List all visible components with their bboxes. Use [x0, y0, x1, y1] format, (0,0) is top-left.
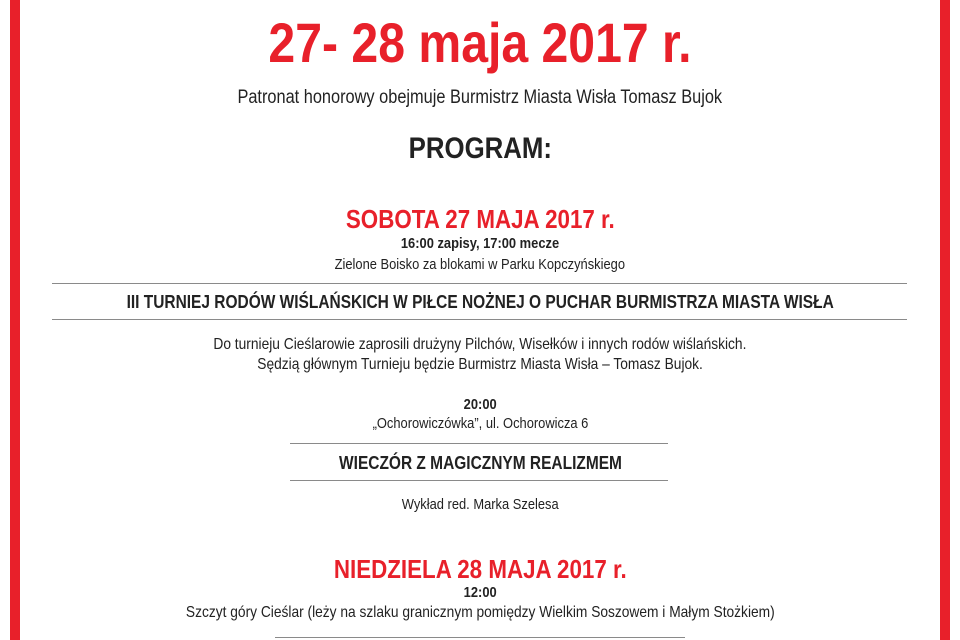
saturday-time: 16:00 zapisy, 17:00 mecze [400, 235, 560, 252]
divider [52, 283, 907, 284]
patronage-text: Patronat honorowy obejmuje Burmistrz Miasta Wisła Tomasz Bujok [237, 87, 723, 108]
evening-time: 20:00 [463, 396, 497, 413]
sunday-place: Szczyt góry Cieślar (leży na szlaku granicznym pomiędzy Wielkim Soszowem i Małym Stożkiem) [185, 604, 775, 621]
divider [290, 443, 668, 444]
divider [275, 637, 685, 638]
tournament-desc-2: Sędzią głównym Turnieju będzie Burmistrz Miasta Wisła – Tomasz Bujok. [257, 356, 703, 373]
evening-place: „Ochorowiczówka”, ul. Ochorowicza 6 [372, 415, 588, 432]
saturday-place: Zielone Boisko za blokami w Parku Kopczyńskiego [334, 256, 626, 273]
evening-desc: Wykład red. Marka Szelesa [401, 496, 559, 513]
divider [290, 480, 668, 481]
program-heading: PROGRAM: [408, 132, 552, 165]
tournament-title: III TURNIEJ RODÓW WIŚLAŃSKICH W PIŁCE NOŻNEJ O PUCHAR BURMISTRZA MIASTA WISŁA [126, 292, 834, 312]
saturday-heading: SOBOTA 27 MAJA 2017 r. [345, 204, 615, 234]
sunday-time: 12:00 [463, 584, 497, 601]
sunday-heading: NIEDZIELA 28 MAJA 2017 r. [333, 554, 627, 584]
evening-title: WIECZÓR Z MAGICZNYM REALIZMEM [338, 453, 622, 473]
tournament-desc-1: Do turnieju Cieślarowie zaprosili drużyny Pilchów, Wisełków i innych rodów wiślańskich. [213, 336, 747, 353]
divider [52, 319, 907, 320]
event-dates: 27- 28 maja 2017 r. [268, 11, 692, 74]
